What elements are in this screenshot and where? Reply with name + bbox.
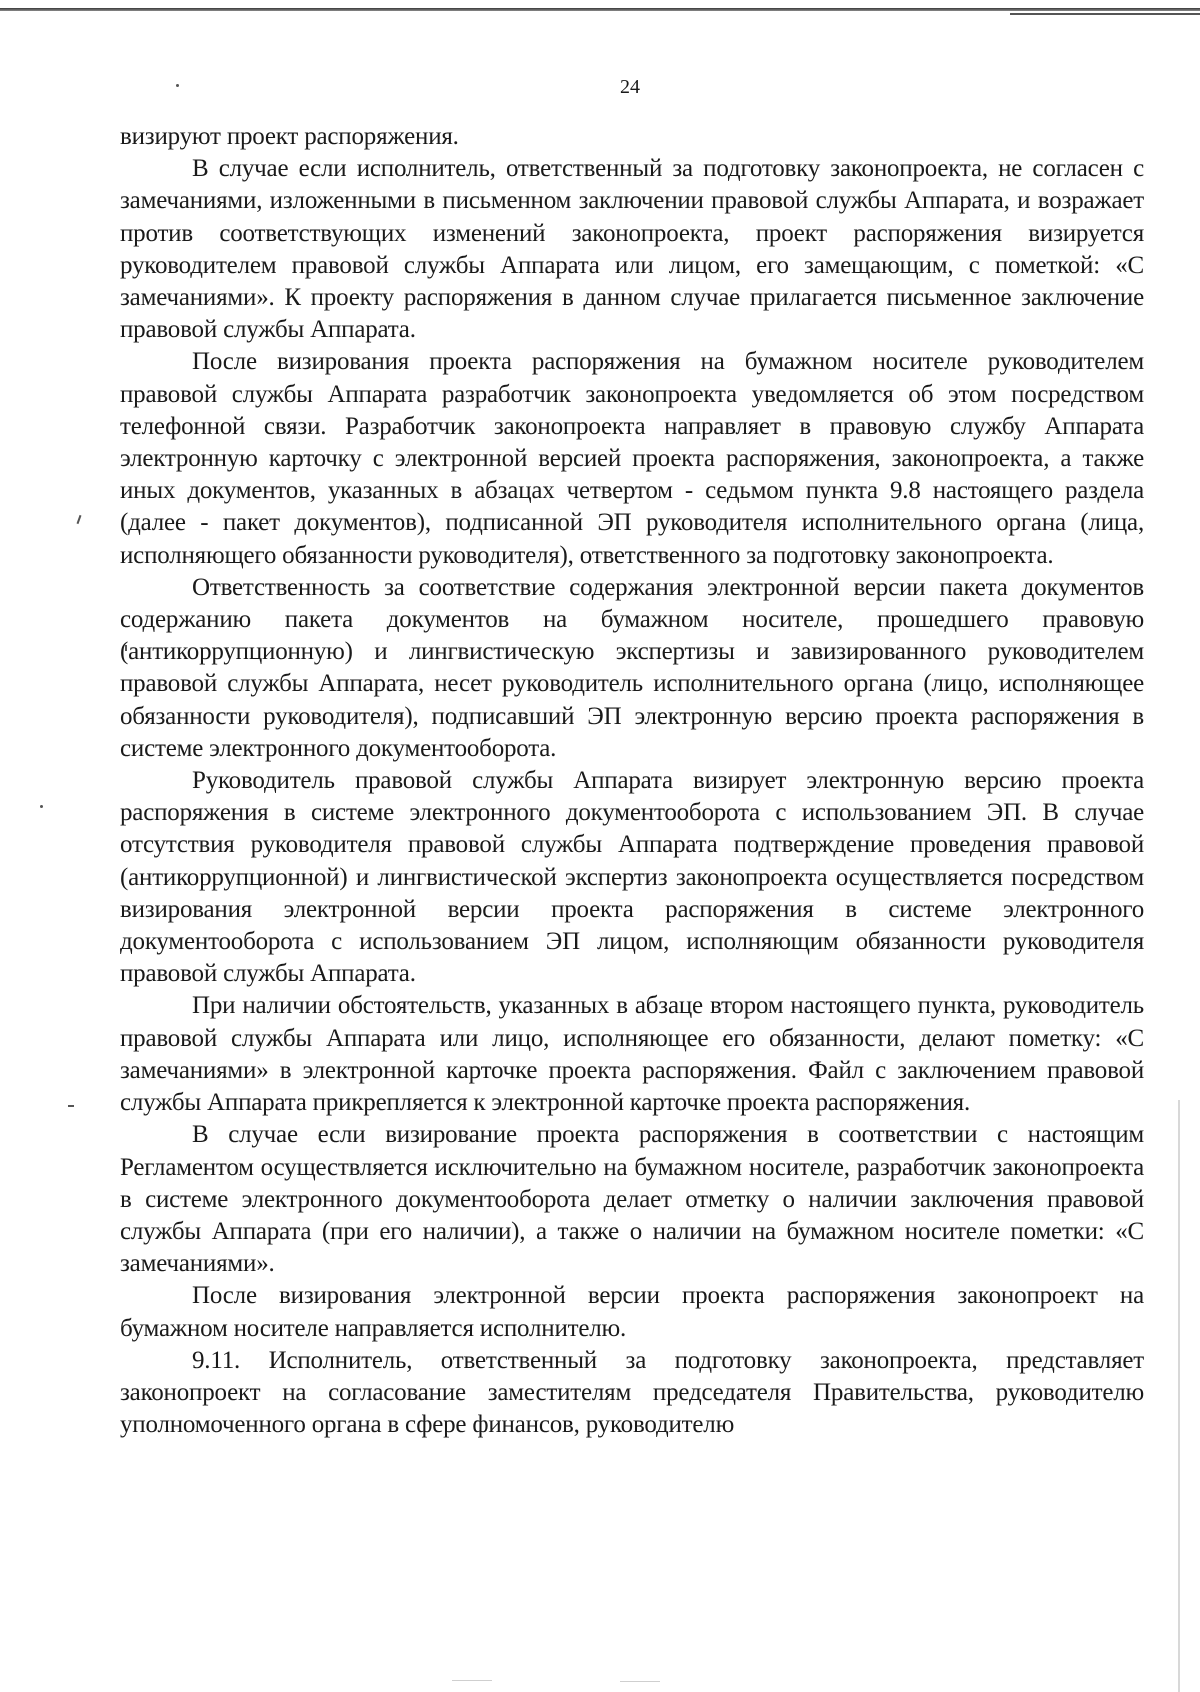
paragraph-clause-9-11: 9.11. Исполнитель, ответственный за подготовку законопроекта, представляет законопроект на согласование заместителям председателя Правительства, руководителю уполномоченного органа в сфере финансов, руководителю: [120, 1346, 1144, 1439]
scan-speck: [40, 805, 43, 808]
scan-top-edge-line: [0, 8, 1200, 11]
paragraph: При наличии обстоятельств, указанных в абзаце втором настоящего пункта, руководитель правовой службы Аппарата или лицо, исполняющее его обязанности, делают пометку: «С замечаниями» в электронной карточке проекта распоряжения. Файл с заключением правовой службы Аппарата прикрепляется к электронной карточке проекта распоряжения.: [120, 992, 1144, 1117]
paragraph: В случае если исполнитель, ответственный за подготовку законопроекта, не согласен с замечаниями, изложенными в письменном заключении правовой службы Аппарата, и возражает против соответствующих изменений законопроекта, проект распоряжения визируется руководителем правовой службы Аппарата или лицом, его замещающим, с пометкой: «С замечаниями». К проекту распоряжения в данном случае прилагается письменное заключение правовой службы Аппарата.: [120, 155, 1144, 344]
page-number: 24: [620, 76, 640, 98]
paragraph: После визирования электронной версии проекта распоряжения законопроект на бумажном носителе направляется исполнителю.: [120, 1282, 1144, 1342]
paragraph: Ответственность за соответствие содержания электронной версии пакета документов содержанию пакета документов на бумажном носителе, прошедшего правовую (антикоррупционную) и лингвистическую экспертизы и завизированного руководителем правовой службы Аппарата, несет руководитель исполнительного органа (лицо, исполняющее обязанности руководителя), подписавший ЭП электронную версию проекта распоряжения в системе электронного документооборота.: [120, 573, 1144, 762]
scan-speck: [452, 1680, 492, 1681]
scan-speck: [77, 515, 82, 524]
document-body: [120, 121, 1144, 1441]
paragraph: После визирования проекта распоряжения на бумажном носителе руководителем правовой службы Аппарата разработчик законопроекта уведомляется об этом посредством телефонной связи. Разработчик законопроекта направляет в правовую службу Аппарата электронную карточку с электронной версией проекта распоряжения, законопроекта, а также иных документов, указанных в абзацах четвертом - седьмом пункта 9.8 настоящего раздела (далее - пакет документов), подписанной ЭП руководителя исполнительного органа (лица, исполняющего обязанности руководителя), ответственного за подготовку законопроекта.: [120, 348, 1144, 569]
scan-right-edge-shadow: [1178, 1100, 1180, 1692]
scan-speck: [68, 1105, 74, 1107]
paragraph: Руководитель правовой службы Аппарата визирует электронную версию проекта распоряжения в системе электронного документооборота с использованием ЭП. В случае отсутствия руководителя правовой службы Аппарата подтверждение проведения правовой (антикоррупционной) и лингвистической экспертиз законопроекта осуществляется посредством визирования электронной версии проекта распоряжения в системе электронного документооборота с использованием ЭП лицом, исполняющим обязанности руководителя правовой службы Аппарата.: [120, 767, 1144, 988]
scan-top-edge-line-right: [1010, 13, 1200, 15]
paragraph: В случае если визирование проекта распоряжения в соответствии с настоящим Регламентом осуществляется исключительно на бумажном носителе, разработчик законопроекта в системе электронного документооборота делает отметку о наличии заключения правовой службы Аппарата (при его наличии), а также о наличии на бумажном носителе пометки: «С замечаниями».: [120, 1121, 1144, 1278]
scan-speck: [620, 1681, 660, 1682]
paragraph-continuation: визируют проект распоряжения.: [120, 123, 459, 150]
